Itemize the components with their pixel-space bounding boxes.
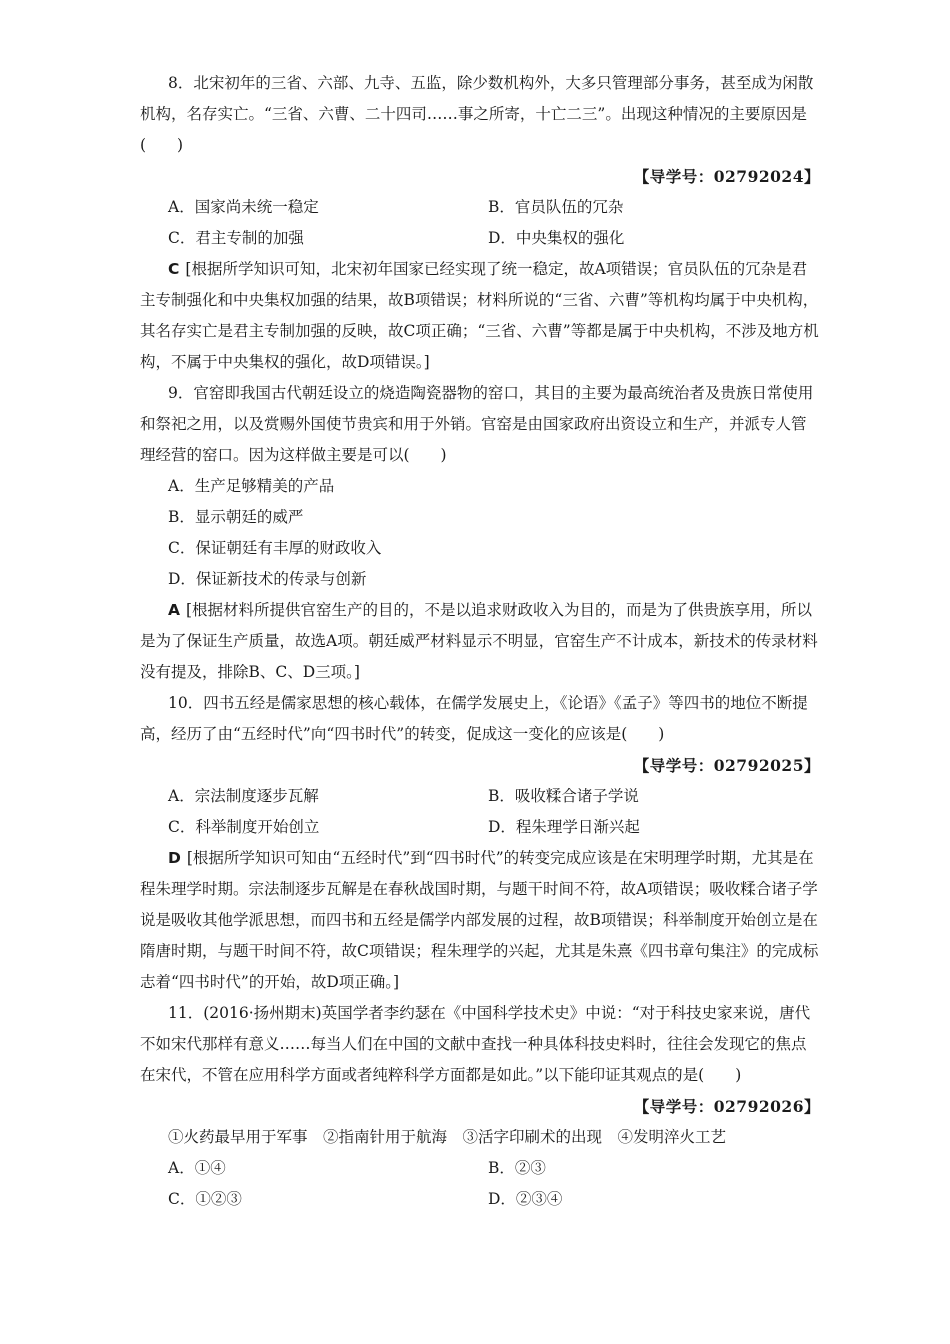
question-11-stem: 11．(2016·扬州期末)英国学者李约瑟在《中国科学技术史》中说：“对于科技史家来说，唐代不如宋代那样有意义……每当人们在中国的文献中查找一种具体科技史料时，往往会发现它的焦点在宋代，不管在应用科学方面或者纯粹科学方面都是如此。”以下能印证其观点的是( ) — [140, 1004, 811, 1084]
question-10-options-row-1 — [140, 781, 820, 812]
answer-letter: A — [168, 601, 180, 619]
question-8-options-row-1 — [140, 192, 820, 223]
option-b: B．显示朝廷的威严 — [168, 508, 304, 526]
question-11-options-row-2 — [140, 1184, 820, 1215]
question-8-options-row-2 — [140, 223, 820, 254]
option-b: B．吸收糅合诸子学说 — [488, 787, 639, 805]
option-d: D．程朱理学日渐兴起 — [488, 818, 640, 836]
question-8-answer — [140, 254, 820, 378]
option-d: D．②③④ — [488, 1190, 563, 1208]
question-11-options-row-1 — [140, 1153, 820, 1184]
option-d: D．中央集权的强化 — [488, 229, 625, 247]
question-10-stem: 10．四书五经是儒家思想的核心载体，在儒学发展史上，《论语》《孟子》等四书的地位不断提高，经历了由“五经时代”向“四书时代”的转变，促成这一变化的应该是( ) — [140, 694, 808, 743]
question-8-stem: 8．北宋初年的三省、六部、九寺、五监，除少数机构外，大多只管理部分事务，甚至成为闲散机构，名存实亡。“三省、六曹、二十四司……事之所寄，十亡二三”。出现这种情况的主要原因是( ) — [140, 74, 814, 154]
answer-explanation: [根据材料所提供官窑生产的目的，不是以追求财政收入为目的，而是为了供贵族享用，所以是为了保证生产质量，故选A项。朝廷威严材料显示不明显，官窑生产不计成本，新技术的传录材料没有提及，排除B、C、D三项。] — [140, 601, 818, 681]
option-a: A．宗法制度逐步瓦解 — [168, 787, 319, 805]
option-c: C．①②③ — [168, 1190, 242, 1208]
question-9-stem: 9．官窑即我国古代朝廷设立的烧造陶瓷器物的窑口，其目的主要为最高统治者及贵族日常使用和祭祀之用，以及赏赐外国使节贵宾和用于外销。官窑是由国家政府出资设立和生产，并派专人管理经营的窑口。因为这样做主要是可以( ) — [140, 384, 814, 464]
answer-letter: C — [168, 260, 180, 278]
option-a: A．①④ — [168, 1159, 226, 1177]
answer-explanation: [根据所学知识可知由“五经时代”到“四书时代”的转变完成应该是在宋明理学时期，尤其是在程朱理学时期。宗法制逐步瓦解是在春秋战国时期，与题干时间不符，故A项错误；吸收糅合诸子学说是吸收其他学派思想，而四书和五经是儒学内部发展的过程，故B项错误；科举制度开始创立是在隋唐时期，与题干时间不符，故C项错误；程朱理学的兴起，尤其是朱熹《四书章句集注》的完成标志着“四书时代”的开始，故D项正确。] — [140, 849, 819, 991]
option-c: C．保证朝廷有丰厚的财政收入 — [168, 539, 382, 557]
question-10-options-row-2 — [140, 812, 820, 843]
question-10-answer — [140, 843, 820, 998]
question-9-answer — [140, 595, 820, 688]
option-d: D．保证新技术的传录与创新 — [168, 570, 367, 588]
answer-explanation: [根据所学知识可知，北宋初年国家已经实现了统一稳定，故A项错误；官员队伍的冗杂是君主专制强化和中央集权加强的结果，故B项错误；材料所说的“三省、六曹”等机构均属于中央机构，其名存实亡是君主专制加强的反映，故C项正确；“三省、六曹”等都是属于中央机构，不涉及地方机构，不属于中央集权的强化，故D项错误。] — [140, 260, 819, 371]
option-b: B．②③ — [488, 1159, 546, 1177]
answer-letter: D — [168, 849, 181, 867]
question-8-ref-number: 【导学号：02792024】 — [633, 167, 820, 186]
option-a: A．生产足够精美的产品 — [168, 477, 335, 495]
question-content — [140, 68, 820, 1215]
question-11-items: ①火药最早用于军事 ②指南针用于航海 ③活字印刷术的出现 ④发明淬火工艺 — [168, 1128, 727, 1146]
option-a: A．国家尚未统一稳定 — [168, 198, 319, 216]
question-10-ref-number: 【导学号：02792025】 — [633, 756, 820, 775]
option-c: C．君主专制的加强 — [168, 229, 304, 247]
question-11-ref-number: 【导学号：02792026】 — [633, 1097, 820, 1116]
option-b: B．官员队伍的冗杂 — [488, 198, 624, 216]
option-c: C．科举制度开始创立 — [168, 818, 320, 836]
